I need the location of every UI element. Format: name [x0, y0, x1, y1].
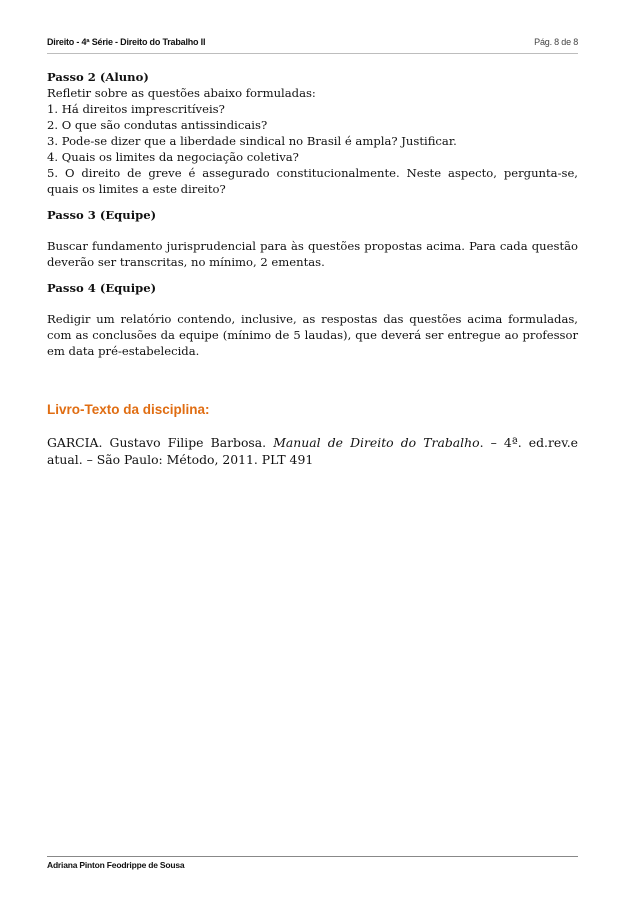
header-page-number: Pág. 8 de 8 — [534, 37, 578, 47]
passo3-title: Passo 3 (Equipe) — [47, 208, 157, 222]
textbook-author: GARCIA. Gustavo Filipe Barbosa. — [47, 435, 274, 450]
textbook-section-title: Livro-Texto da disciplina: — [47, 402, 210, 417]
passo2-line: 4. Quais os limites da negociação coletiva? — [47, 150, 299, 164]
spacer — [47, 419, 578, 434]
passo4-text: Redigir um relatório contendo, inclusive, as respostas das questões acima formuladas, com as conclusões da equipe (mínimo de 5 laudas), que deverá ser entregue ao professor em data pré-estabelecida. — [47, 312, 578, 358]
passo2-line: 1. Há direitos imprescritíveis? — [47, 102, 225, 116]
textbook-reference — [47, 434, 578, 468]
spacer — [47, 359, 578, 401]
spacer — [47, 270, 578, 280]
passo2-line: Refletir sobre as questões abaixo formuladas: — [47, 86, 316, 100]
passo2-line: 3. Pode-se dizer que a liberdade sindical no Brasil é ampla? Justificar. — [47, 134, 457, 148]
footer-divider — [47, 856, 578, 857]
passo4-title: Passo 4 (Equipe) — [47, 281, 157, 295]
spacer — [47, 296, 578, 311]
document-page — [47, 0, 578, 903]
passo2-question-5: 5. O direito de greve é assegurado constitucionalmente. Neste aspecto, pergunta-se, quais os limites a este direito? — [47, 166, 578, 196]
footer-author: Adriana Pinton Feodrippe de Sousa — [47, 860, 185, 870]
passo3-text: Buscar fundamento jurisprudencial para às questões propostas acima. Para cada questão deverão ser transcritas, no mínimo, 2 ementas. — [47, 239, 578, 269]
page-header — [47, 37, 578, 53]
header-divider — [47, 53, 578, 54]
passo2-line: 2. O que são condutas antissindicais? — [47, 118, 268, 132]
passo2-questions — [47, 85, 578, 165]
page-content — [47, 69, 578, 468]
passo2-title: Passo 2 (Aluno) — [47, 70, 149, 84]
header-course-title: Direito - 4ª Série - Direito do Trabalho II — [47, 37, 206, 47]
textbook-details: . – 4ª. ed.rev.e atual. – São Paulo: Método, 2011. PLT 491 — [47, 435, 579, 467]
textbook-title: Manual de Direito do Trabalho — [273, 435, 480, 450]
spacer — [47, 197, 578, 207]
spacer — [47, 223, 578, 238]
